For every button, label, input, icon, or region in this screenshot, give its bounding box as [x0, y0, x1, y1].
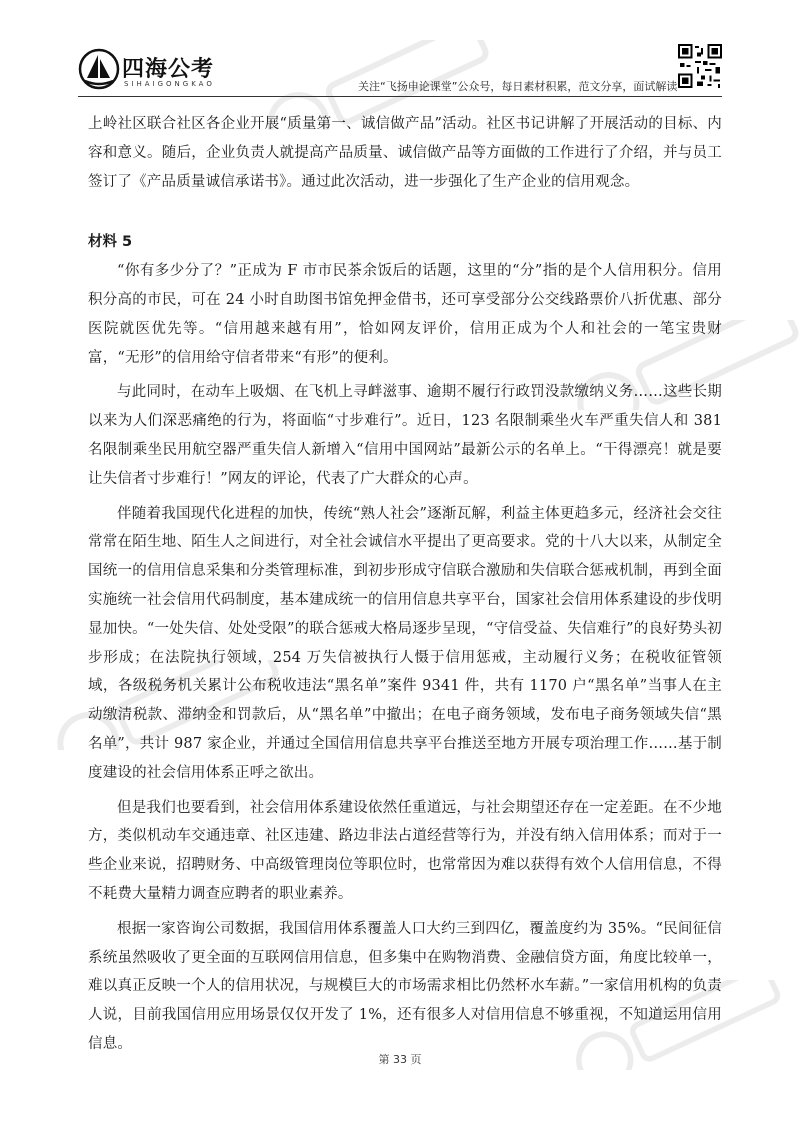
brand-name: 四海公考 — [122, 57, 215, 82]
paragraph: 伴随着我国现代化进程的加快，传统“熟人社会”逐渐瓦解，利益主体更趋多元，经济社会交往常常在陌生地、陌生人之间进行，对全社会诚信水平提出了更高要求。党的十八大以来，从制定全国统一的信用信息采集和分类管理标准，到初步形成守信联合激励和失信联合惩戒机制，再到全面实施统一社会信用代码制度，基本建成统一的信用信息共享平台，国家社会信用体系建设的步伐明显加快。“一处失信、处处受限”的联合惩戒大格局逐步呈现，“守信受益、失信难行”的良好势头初步形成；在法院执行领域，254 万失信被执行人慑于信用惩戒，主动履行义务；在税收征管领域，各级税务机关累计公布税收违法“黑名单”案件 9341 件，共有 1170 户“黑名单”当事人在主动缴清税款、滞纳金和罚款后，从“黑名单”中撤出；在电子商务领域，发布电子商务领域失信“黑名单”，共计 987 家企业，并通过全国信用信息共享平台推送至地方开展专项治理工作……基于制度建设的社会信用体系正呼之欲出。 — [88, 505, 722, 781]
page-number: 第 33 页 — [378, 1053, 422, 1066]
sailboat-logo-icon — [78, 48, 120, 90]
page-header — [0, 0, 800, 100]
header-divider — [78, 96, 722, 97]
paragraph: “你有多少分了？”正成为 F 市市民茶余饭后的话题，这里的“分”指的是个人信用积分。信用积分高的市民，可在 24 小时自助图书馆免押金借书，还可享受部分公交线路票价八折优惠、部分医院就医优先等。“信用越来越有用”，恰如网友评价，信用正成为个人和社会的一笔宝贵财富，“无形”的信用给守信者带来“有形”的便利。 — [88, 263, 722, 366]
section-heading: 材料 5 — [88, 234, 133, 251]
paragraph: 根据一家咨询公司数据，我国信用体系覆盖人口大约三到四亿，覆盖度约为 35%。“民间征信系统虽然吸收了更全面的互联网信用信息，但多集中在购物消费、金融信贷方面，角度比较单一，难以真正反映一个人的信用状况，与规模巨大的市场需求相比仍然杯水车薪。”一家信用机构的负责人说，目前我国信用应用场景仅仅开发了 1%，还有很多人对信用信息不够重视，不知道运用信用信息。 — [88, 920, 722, 1052]
paragraph: 与此同时，在动车上吸烟、在飞机上寻衅滋事、逾期不履行行政罚没款缴纳义务……这些长期以来为人们深恶痛绝的行为，将面临“寸步难行”。近日，123 名限制乘坐火车严重失信人和 381 名限制乘坐民用航空器严重失信人新增入“信用中国网站”最新公示的名单上。“干得漂亮！就是要让失信者寸步难行！”网友的评论，代表了广大群众的心声。 — [88, 384, 722, 487]
document-body — [88, 110, 722, 1059]
brand-subtitle: SIHAIGONGKAO — [124, 80, 215, 88]
paragraph: 但是我们也要看到，社会信用体系建设依然任重道远，与社会期望还存在一定差距。在不少地方，类似机动车交通违章、社区违建、路边非法占道经营等行为，并没有纳入信用体系；而对于一些企业来说，招聘财务、中高级管理岗位等职位时，也常常因为难以获得有效个人信用信息，不得不耗费大量精力调查应聘者的职业素养。 — [88, 799, 722, 902]
header-tagline: 关注“飞扬申论课堂”公众号，每日素材积累，范文分享，面试解读 — [358, 80, 678, 93]
brand-logo — [78, 48, 228, 94]
qr-code-icon — [678, 44, 722, 88]
intro-paragraph: 上岭社区联合社区各企业开展“质量第一、诚信做产品”活动。社区书记讲解了开展活动的目标、内容和意义。随后，企业负责人就提高产品质量、诚信做产品等方面做的工作进行了介绍，并与员工签订了《产品质量诚信承诺书》。通过此次活动，进一步强化了生产企业的信用观念。 — [88, 116, 722, 190]
